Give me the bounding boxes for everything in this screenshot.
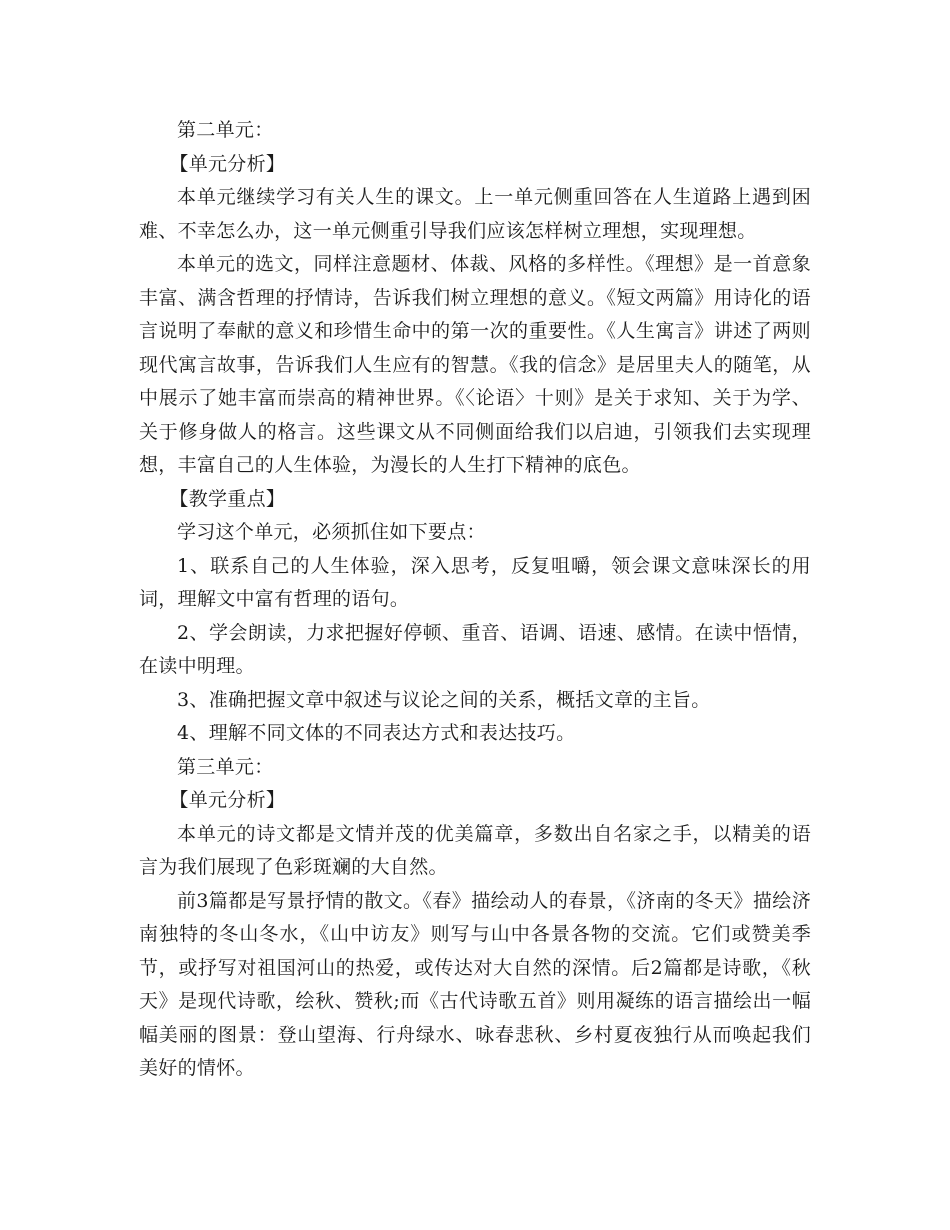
unit2-analysis-heading: 【单元分析】 — [169, 152, 286, 175]
unit3-analysis-paragraph-1: 本单元的诗文都是文情并茂的优美篇章，多数出自名家之手，以精美的语言为我们展现了色彩斑斓的大自然。 — [139, 822, 811, 878]
unit2-focus-point-1: 1、联系自己的人生体验，深入思考，反复咀嚼，领会课文意味深长的用词，理解文中富有哲理的语句。 — [139, 554, 811, 610]
document-body — [139, 114, 811, 1086]
unit3-analysis-heading: 【单元分析】 — [169, 789, 286, 811]
unit3-analysis-paragraph-2: 前3篇都是写景抒情的散文。《春》描绘动人的春景，《济南的冬天》描绘济南独特的冬山冬水，《山中访友》则写与山中各景各物的交流。它们或赞美季节，或抒写对祖国河山的热爱，或传达对大自然的深情。后2篇都是诗歌，《秋天》是现代诗歌，绘秋、赞秋;而《古代诗歌五首》则用凝练的语言描绘出一幅幅美丽的图景：登山望海、行舟绿水、咏春悲秋、乡村夏夜独行从而唤起我们美好的情怀。 — [139, 889, 811, 1079]
unit2-focus-intro: 学习这个单元，必须抓住如下要点： — [177, 521, 486, 543]
unit2-focus-point-3: 3、准确把握文章中叙述与议论之间的关系，概括文章的主旨。 — [177, 688, 711, 711]
unit2-title: 第二单元： — [177, 119, 274, 141]
unit2-focus-point-2: 2、学会朗读，力求把握好停顿、重音、语调、语速、感情。在读中悟情，在读中明理。 — [139, 621, 811, 677]
unit2-analysis-paragraph-1: 本单元继续学习有关人生的课文。上一单元侧重回答在人生道路上遇到困难、不幸怎么办，这一单元侧重引导我们应该怎样树立理想，实现理想。 — [139, 186, 811, 242]
unit2-analysis-paragraph-2: 本单元的选文，同样注意题材、体裁、风格的多样性。《理想》是一首意象丰富、满含哲理的抒情诗，告诉我们树立理想的意义。《短文两篇》用诗化的语言说明了奉献的意义和珍惜生命中的第一次的重要性。《人生寓言》讲述了两则现代寓言故事，告诉我们人生应有的智慧。《我的信念》是居里夫人的随笔，从中展示了她丰富而崇高的精神世界。《〈论语〉十则》是关于求知、关于为学、关于修身做人的格言。这些课文从不同侧面给我们以启迪，引领我们去实现理想，丰富自己的人生体验，为漫长的人生打下精神的底色。 — [139, 253, 811, 476]
unit2-focus-heading: 【教学重点】 — [169, 487, 286, 510]
unit2-focus-point-4: 4、理解不同文体的不同表达方式和表达技巧。 — [177, 722, 576, 744]
unit3-title: 第三单元： — [177, 755, 274, 778]
